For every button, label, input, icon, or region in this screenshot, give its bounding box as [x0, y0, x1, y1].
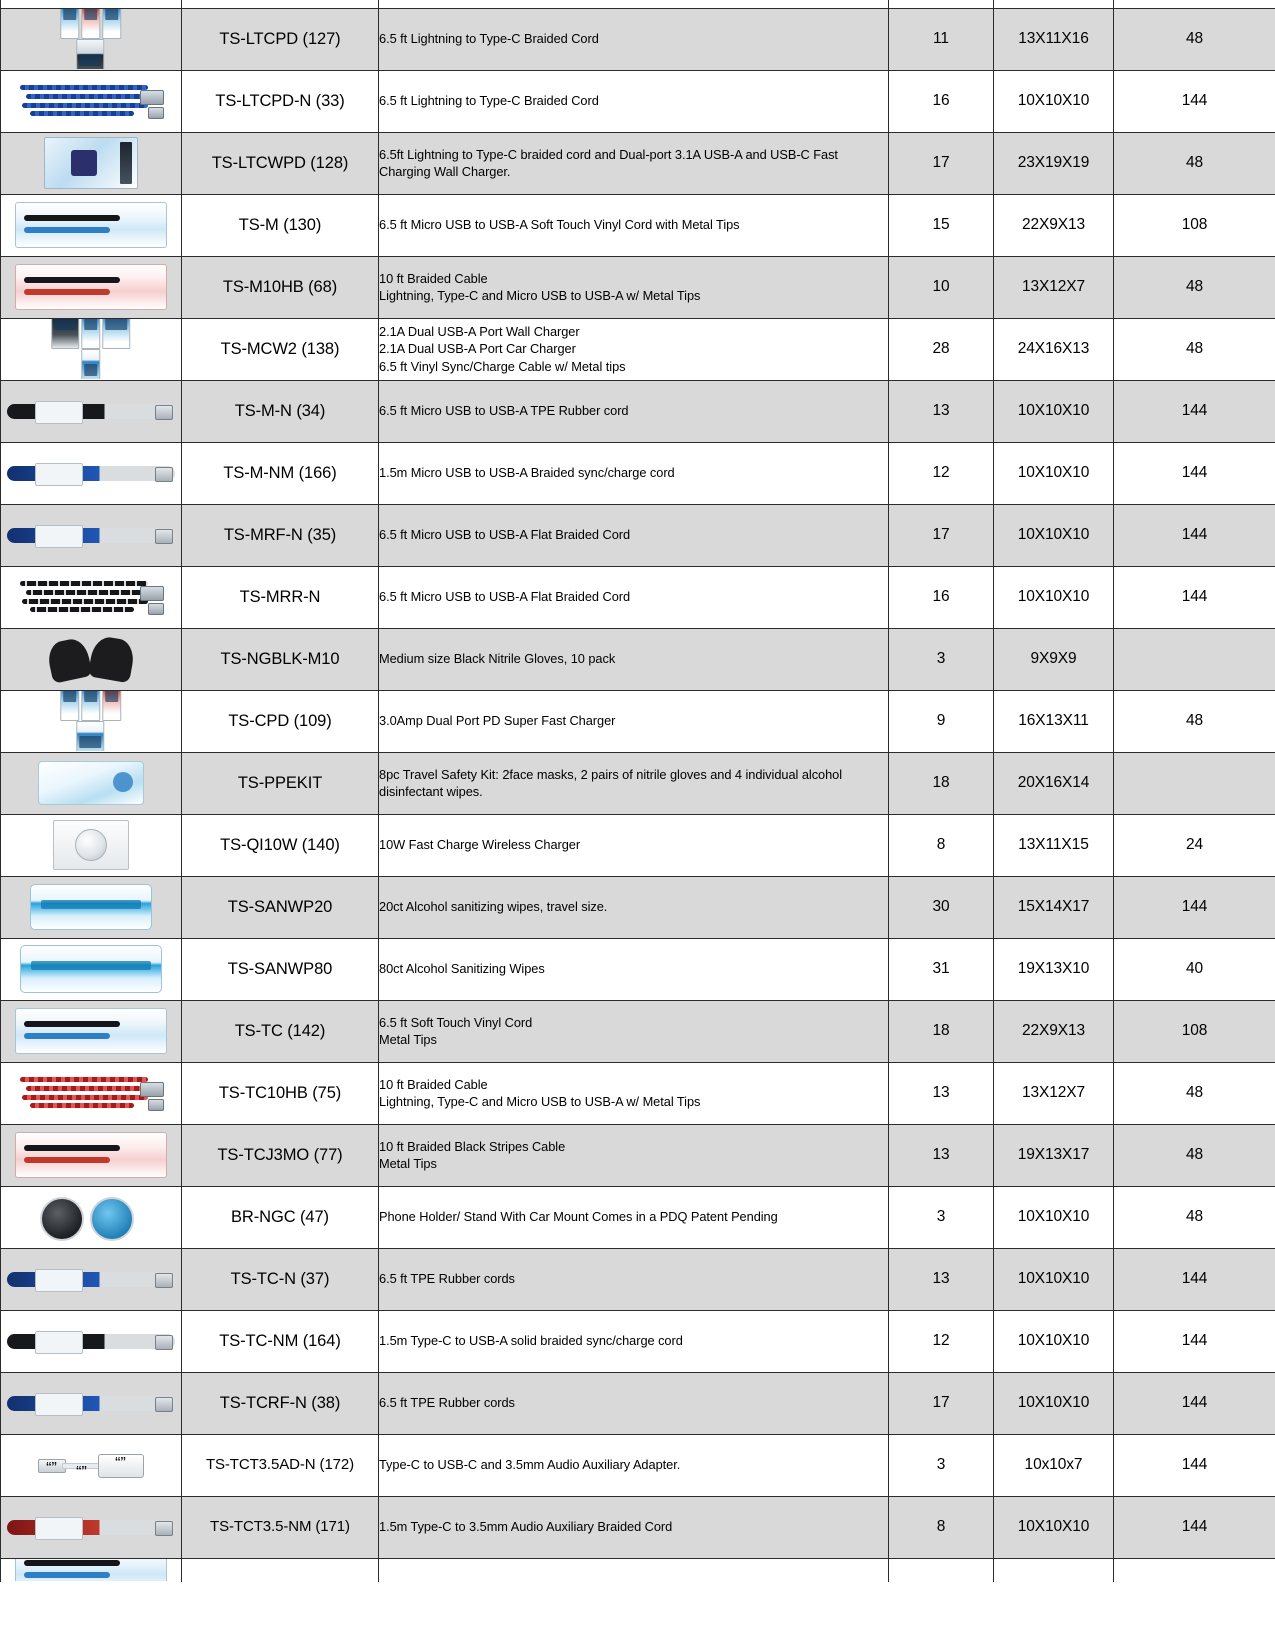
cell-description — [379, 1558, 889, 1582]
wireless-charger-box-image — [1, 815, 180, 875]
table-row — [1, 1000, 1275, 1062]
product-description: 8pc Travel Safety Kit: 2face masks, 2 pairs of nitrile gloves and 4 individual alcohol disinfectant wipes. — [379, 752, 889, 814]
product-description: 6.5 ft Micro USB to USB-A Flat Braided Cord — [379, 504, 889, 566]
product-sku: TS-TCJ3MO (77) — [182, 1124, 379, 1186]
sleeve-cable-blue-image — [1, 505, 180, 565]
case-dimensions: 13X11X15 — [994, 814, 1114, 876]
cell-dimensions — [994, 1558, 1114, 1582]
product-thumbnail-cell — [1, 1062, 182, 1124]
product-sku: TS-TC-N (37) — [182, 1248, 379, 1310]
product-thumbnail-cell — [1, 256, 182, 318]
product-sku: TS-M-N (34) — [182, 380, 379, 442]
case-quantity: 17 — [889, 1372, 994, 1434]
cell-qty — [889, 0, 994, 8]
product-description: Type-C to USB-C and 3.5mm Audio Auxiliary Adapter. — [379, 1434, 889, 1496]
pallet-quantity — [1114, 628, 1275, 690]
product-description: 1.5m Type-C to USB-A solid braided sync/charge cord — [379, 1310, 889, 1372]
pallet-quantity: 144 — [1114, 566, 1275, 628]
cell-qty — [889, 1558, 994, 1582]
table-row — [1, 1496, 1275, 1558]
case-dimensions: 10X10X10 — [994, 566, 1114, 628]
product-thumbnail-cell — [1, 814, 182, 876]
table-row-partial-bottom — [1, 1558, 1275, 1582]
table-row — [1, 1434, 1275, 1496]
pallet-quantity: 48 — [1114, 1124, 1275, 1186]
product-thumbnail-cell — [1, 132, 182, 194]
product-sku: TS-LTCPD-N (33) — [182, 70, 379, 132]
product-description: 6.5 ft Micro USB to USB-A Flat Braided Cord — [379, 566, 889, 628]
product-description: 10 ft Braided Black Stripes Cable Metal Tips — [379, 1124, 889, 1186]
product-thumbnail-cell — [1, 938, 182, 1000]
blister-card-blue-image — [1, 1559, 180, 1581]
ppe-travel-kit-image — [1, 753, 180, 813]
four-retail-packs-image — [1, 9, 180, 69]
product-description: Phone Holder/ Stand With Car Mount Comes in a PDQ Patent Pending — [379, 1186, 889, 1248]
case-quantity: 3 — [889, 628, 994, 690]
pallet-quantity: 144 — [1114, 1372, 1275, 1434]
product-thumbnail-cell — [1, 318, 182, 380]
case-dimensions: 15X14X17 — [994, 876, 1114, 938]
cell-dimensions — [994, 0, 1114, 8]
cell-image — [1, 0, 182, 8]
case-dimensions: 10X10X10 — [994, 442, 1114, 504]
product-sku: TS-M10HB (68) — [182, 256, 379, 318]
case-quantity: 30 — [889, 876, 994, 938]
case-quantity: 3 — [889, 1434, 994, 1496]
case-quantity: 8 — [889, 814, 994, 876]
blue-coiled-braided-cable-image — [1, 71, 180, 131]
sleeve-cable-dark-image — [1, 381, 180, 441]
product-thumbnail-cell — [1, 504, 182, 566]
pallet-quantity: 144 — [1114, 504, 1275, 566]
case-quantity: 12 — [889, 1310, 994, 1372]
case-quantity: 16 — [889, 70, 994, 132]
pallet-quantity — [1114, 752, 1275, 814]
black-nitrile-gloves-image — [1, 629, 180, 689]
product-thumbnail-cell — [1, 1310, 182, 1372]
product-description: 10 ft Braided Cable Lightning, Type-C and Micro USB to USB-A w/ Metal Tips — [379, 256, 889, 318]
product-sku: TS-SANWP80 — [182, 938, 379, 1000]
table-row — [1, 1248, 1275, 1310]
product-sku: TS-MRR-N — [182, 566, 379, 628]
case-quantity: 11 — [889, 8, 994, 70]
product-thumbnail-cell — [1, 1186, 182, 1248]
case-dimensions: 13X12X7 — [994, 1062, 1114, 1124]
table-row — [1, 814, 1275, 876]
blister-card-blue-image — [1, 1001, 180, 1061]
case-dimensions: 23X19X19 — [994, 132, 1114, 194]
product-sku: TS-MCW2 (138) — [182, 318, 379, 380]
cell-sku — [182, 0, 379, 8]
table-row — [1, 194, 1275, 256]
case-dimensions: 10X10X10 — [994, 1310, 1114, 1372]
case-quantity: 13 — [889, 1248, 994, 1310]
table-row — [1, 690, 1275, 752]
table-row — [1, 628, 1275, 690]
table-row — [1, 938, 1275, 1000]
pallet-quantity: 144 — [1114, 1434, 1275, 1496]
product-sku: TS-TC10HB (75) — [182, 1062, 379, 1124]
product-description: 6.5 ft Micro USB to USB-A TPE Rubber cord — [379, 380, 889, 442]
product-sku: TS-TCT3.5-NM (171) — [182, 1496, 379, 1558]
product-description: 1.5m Type-C to 3.5mm Audio Auxiliary Braided Cord — [379, 1496, 889, 1558]
pallet-quantity: 144 — [1114, 1310, 1275, 1372]
case-dimensions: 10X10X10 — [994, 1372, 1114, 1434]
case-dimensions: 10X10X10 — [994, 1248, 1114, 1310]
product-sku: TS-LTCPD (127) — [182, 8, 379, 70]
pallet-quantity: 48 — [1114, 690, 1275, 752]
cell-sku — [182, 1558, 379, 1582]
blister-card-blue-image — [1, 195, 180, 255]
case-dimensions: 10X10X10 — [994, 380, 1114, 442]
product-sku: TS-M-NM (166) — [182, 442, 379, 504]
case-quantity: 13 — [889, 1062, 994, 1124]
alcohol-wipes-pouch-20ct-image — [1, 877, 180, 937]
product-description: Medium size Black Nitrile Gloves, 10 pack — [379, 628, 889, 690]
case-dimensions: 10X10X10 — [994, 504, 1114, 566]
case-quantity: 8 — [889, 1496, 994, 1558]
product-description: 6.5 ft Soft Touch Vinyl Cord Metal Tips — [379, 1000, 889, 1062]
table-row — [1, 380, 1275, 442]
pallet-quantity: 108 — [1114, 1000, 1275, 1062]
case-dimensions: 20X16X14 — [994, 752, 1114, 814]
product-sku: BR-NGC (47) — [182, 1186, 379, 1248]
product-thumbnail-cell — [1, 442, 182, 504]
product-thumbnail-cell — [1, 8, 182, 70]
pallet-quantity: 40 — [1114, 938, 1275, 1000]
product-thumbnail-cell — [1, 1124, 182, 1186]
table-row — [1, 1124, 1275, 1186]
case-dimensions: 16X13X11 — [994, 690, 1114, 752]
product-description: 1.5m Micro USB to USB-A Braided sync/charge cord — [379, 442, 889, 504]
table-row — [1, 318, 1275, 380]
case-quantity: 13 — [889, 1124, 994, 1186]
product-sku: TS-TC (142) — [182, 1000, 379, 1062]
blister-card-red-image — [1, 257, 180, 317]
product-sku: TS-TCT3.5AD-N (172) — [182, 1434, 379, 1496]
product-description: 6.5 ft Micro USB to USB-A Soft Touch Vinyl Cord with Metal Tips — [379, 194, 889, 256]
product-description: 6.5 ft TPE Rubber cords — [379, 1372, 889, 1434]
case-quantity: 18 — [889, 752, 994, 814]
product-sku: TS-CPD (109) — [182, 690, 379, 752]
product-thumbnail-cell — [1, 1000, 182, 1062]
case-dimensions: 13X11X16 — [994, 8, 1114, 70]
table-row — [1, 504, 1275, 566]
case-quantity: 3 — [889, 1186, 994, 1248]
product-thumbnail-cell — [1, 876, 182, 938]
product-description: 6.5 ft Lightning to Type-C Braided Cord — [379, 70, 889, 132]
product-thumbnail-cell — [1, 1434, 182, 1496]
blister-card-red-image — [1, 1125, 180, 1185]
product-sku: TS-QI10W (140) — [182, 814, 379, 876]
table-row — [1, 8, 1275, 70]
pallet-quantity: 144 — [1114, 1496, 1275, 1558]
product-description: 10 ft Braided Cable Lightning, Type-C and Micro USB to USB-A w/ Metal Tips — [379, 1062, 889, 1124]
pallet-quantity: 48 — [1114, 318, 1275, 380]
product-description: 10W Fast Charge Wireless Charger — [379, 814, 889, 876]
sleeve-cable-dark-image — [1, 1311, 180, 1371]
cell-pallet — [1114, 1558, 1275, 1582]
product-sku: TS-TC-NM (164) — [182, 1310, 379, 1372]
cell-description — [379, 0, 889, 8]
sleeve-cable-light-image — [1, 1373, 180, 1433]
case-quantity: 16 — [889, 566, 994, 628]
table-row — [1, 566, 1275, 628]
product-description: 2.1A Dual USB-A Port Wall Charger 2.1A Dual USB-A Port Car Charger 6.5 ft Vinyl Sync/Charge Cable w/ Metal tips — [379, 318, 889, 380]
product-description: 6.5ft Lightning to Type-C braided cord and Dual-port 3.1A USB-A and USB-C Fast Charging Wall Charger. — [379, 132, 889, 194]
product-description: 80ct Alcohol Sanitizing Wipes — [379, 938, 889, 1000]
product-thumbnail-cell — [1, 1372, 182, 1434]
case-dimensions: 10X10X10 — [994, 70, 1114, 132]
case-quantity: 18 — [889, 1000, 994, 1062]
case-dimensions: 22X9X13 — [994, 194, 1114, 256]
product-description: 6.5 ft Lightning to Type-C Braided Cord — [379, 8, 889, 70]
pallet-quantity: 48 — [1114, 256, 1275, 318]
table-row — [1, 1186, 1275, 1248]
charger-bundle-pack-image — [1, 319, 180, 379]
case-quantity: 17 — [889, 504, 994, 566]
case-quantity: 15 — [889, 194, 994, 256]
product-description: 3.0Amp Dual Port PD Super Fast Charger — [379, 690, 889, 752]
cell-pallet — [1114, 0, 1275, 8]
sleeve-cable-blue-image — [1, 1249, 180, 1309]
pallet-quantity: 144 — [1114, 1248, 1275, 1310]
product-sku: TS-M (130) — [182, 194, 379, 256]
product-sku: TS-PPEKIT — [182, 752, 379, 814]
pallet-quantity: 108 — [1114, 194, 1275, 256]
wall-charger-pack-image — [1, 133, 180, 193]
product-sku: TS-NGBLK-M10 — [182, 628, 379, 690]
pallet-quantity: 48 — [1114, 1062, 1275, 1124]
red-coiled-braided-cable-image — [1, 1063, 180, 1123]
product-thumbnail-cell — [1, 628, 182, 690]
case-quantity: 9 — [889, 690, 994, 752]
case-quantity: 13 — [889, 380, 994, 442]
case-quantity: 12 — [889, 442, 994, 504]
product-thumbnail-cell — [1, 690, 182, 752]
pallet-quantity: 48 — [1114, 1186, 1275, 1248]
pallet-quantity: 48 — [1114, 8, 1275, 70]
product-sku: TS-TCRF-N (38) — [182, 1372, 379, 1434]
table-row — [1, 1310, 1275, 1372]
product-thumbnail-cell — [1, 566, 182, 628]
pallet-quantity: 48 — [1114, 132, 1275, 194]
product-sku: TS-MRF-N (35) — [182, 504, 379, 566]
case-dimensions: 24X16X13 — [994, 318, 1114, 380]
case-dimensions: 10X10X10 — [994, 1496, 1114, 1558]
table-row — [1, 442, 1275, 504]
table-row — [1, 876, 1275, 938]
pallet-quantity: 144 — [1114, 70, 1275, 132]
table-row — [1, 1062, 1275, 1124]
sleeve-cable-red-image — [1, 1497, 180, 1557]
product-thumbnail-cell — [1, 380, 182, 442]
table-body — [1, 0, 1275, 1582]
case-dimensions: 22X9X13 — [994, 1000, 1114, 1062]
table-row — [1, 70, 1275, 132]
alcohol-wipes-pouch-80ct-image — [1, 939, 180, 999]
cell-image — [1, 1558, 182, 1582]
audio-adapter-dongle-image — [1, 1435, 180, 1495]
black-braided-coil-image — [1, 567, 180, 627]
product-sku: TS-SANWP20 — [182, 876, 379, 938]
case-dimensions: 19X13X10 — [994, 938, 1114, 1000]
product-description: 6.5 ft TPE Rubber cords — [379, 1248, 889, 1310]
case-dimensions: 19X13X17 — [994, 1124, 1114, 1186]
product-thumbnail-cell — [1, 194, 182, 256]
pallet-quantity: 144 — [1114, 876, 1275, 938]
product-sku: TS-LTCWPD (128) — [182, 132, 379, 194]
case-quantity: 28 — [889, 318, 994, 380]
product-description: 20ct Alcohol sanitizing wipes, travel size. — [379, 876, 889, 938]
table-row — [1, 752, 1275, 814]
product-thumbnail-cell — [1, 752, 182, 814]
table-row — [1, 132, 1275, 194]
case-quantity: 17 — [889, 132, 994, 194]
product-thumbnail-cell — [1, 70, 182, 132]
table-row-partial-top — [1, 0, 1275, 8]
case-quantity: 31 — [889, 938, 994, 1000]
product-thumbnail-cell — [1, 1248, 182, 1310]
phone-holder-pdq-image — [1, 1187, 180, 1247]
pallet-quantity: 144 — [1114, 380, 1275, 442]
table-row — [1, 256, 1275, 318]
case-quantity: 10 — [889, 256, 994, 318]
case-dimensions: 10X10X10 — [994, 1186, 1114, 1248]
sleeve-cable-light-image — [1, 443, 180, 503]
table-row — [1, 1372, 1275, 1434]
pallet-quantity: 24 — [1114, 814, 1275, 876]
four-charger-packs-image — [1, 691, 180, 751]
case-dimensions: 9X9X9 — [994, 628, 1114, 690]
case-dimensions: 10x10x7 — [994, 1434, 1114, 1496]
pallet-quantity: 144 — [1114, 442, 1275, 504]
product-thumbnail-cell — [1, 1496, 182, 1558]
case-dimensions: 13X12X7 — [994, 256, 1114, 318]
